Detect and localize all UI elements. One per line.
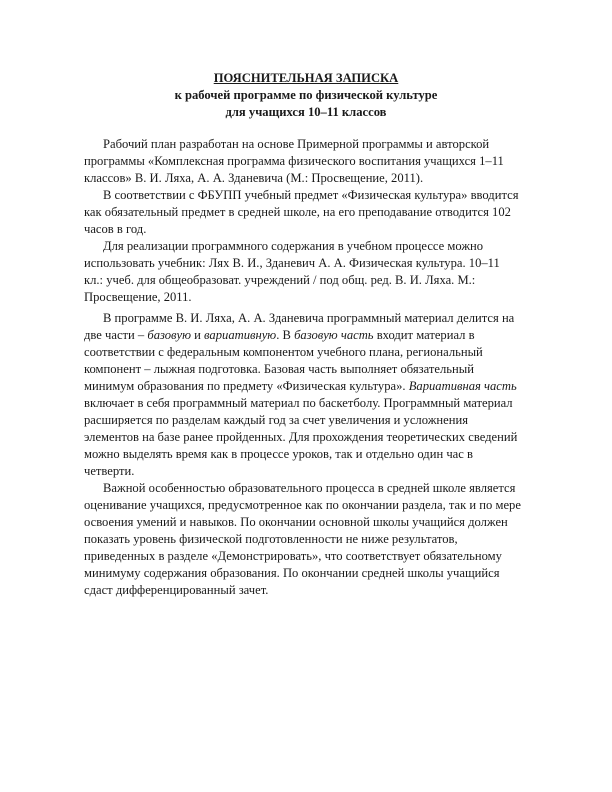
document-audience: для учащихся 10–11 классов bbox=[225, 105, 387, 119]
text-run: минимум образования по предмету «Физическая культура». bbox=[84, 379, 409, 393]
text-line: можно выделять время как в процессе уроков, так и отдельно один час в bbox=[84, 447, 473, 461]
text-line: соответствии с федеральным компонентом учебного плана, региональный bbox=[84, 345, 483, 359]
document-title: ПОЯСНИТЕЛЬНАЯ ЗАПИСКА bbox=[213, 71, 399, 85]
text-line: В программе В. И. Ляха, А. А. Зданевича программный материал делится на bbox=[103, 311, 515, 325]
text-line: Просвещение, 2011. bbox=[84, 290, 192, 304]
text-line: использовать учебник: Лях В. И., Зданевич А. А. Физическая культура. 10–11 bbox=[84, 256, 500, 270]
text-line bbox=[84, 327, 544, 344]
text-run: две части – bbox=[84, 328, 148, 342]
text-line: Рабочий план разработан на основе Примерной программы и авторской bbox=[103, 137, 490, 151]
document-heading bbox=[0, 70, 612, 121]
document-subtitle: к рабочей программе по физической культуре bbox=[174, 88, 438, 102]
emphasis-base: базовую bbox=[147, 328, 191, 342]
text-line: компонент – лыжная подготовка. Базовая часть выполняет обязательный bbox=[84, 362, 474, 376]
text-line bbox=[84, 378, 544, 395]
document-body bbox=[84, 136, 544, 599]
text-line: программы «Комплексная программа физического воспитания учащихся 1–11 bbox=[84, 154, 504, 168]
text-line: минимуму содержания образования. По окончании средней школы учащийся bbox=[84, 566, 500, 580]
text-line: расширяется по разделам каждый год за счет увеличения и усложнения bbox=[84, 413, 469, 427]
text-line: приведенных в разделе «Демонстрировать», что соответствует обязательному bbox=[84, 549, 502, 563]
paragraph-assessment bbox=[84, 480, 544, 599]
paragraph-program-parts bbox=[84, 310, 544, 480]
text-line: кл.: учеб. для общеобразоват. учреждений / под общ. ред. В. И. Ляха. М.: bbox=[84, 273, 476, 287]
text-run: и bbox=[191, 328, 205, 342]
text-line: показать уровень физической подготовленности не ниже результатов, bbox=[84, 532, 458, 546]
emphasis-variative: вариативную bbox=[204, 328, 277, 342]
text-line: четверти. bbox=[84, 464, 135, 478]
text-line: Для реализации программного содержания в учебном процессе можно bbox=[103, 239, 484, 253]
text-line: часов в год. bbox=[84, 222, 147, 236]
text-line: оценивание учащихся, предусмотренное как по окончании раздела, так и по мере bbox=[84, 498, 521, 512]
text-line: элементов на базе ранее пройденных. Для прохождения теоретических сведений bbox=[84, 430, 518, 444]
paragraph-textbook bbox=[84, 238, 544, 306]
emphasis-base-part: базовую часть bbox=[294, 328, 374, 342]
paragraph-basis bbox=[84, 136, 544, 187]
paragraph-hours bbox=[84, 187, 544, 238]
text-line: сдаст дифференцированный зачет. bbox=[84, 583, 269, 597]
emphasis-variative-part: Вариативная часть bbox=[408, 379, 517, 393]
text-run: . В bbox=[276, 328, 295, 342]
text-line: Важной особенностью образовательного процесса в средней школе является bbox=[103, 481, 516, 495]
text-line: включает в себя программный материал по баскетболу. Программный материал bbox=[84, 396, 513, 410]
text-line: классов» В. И. Ляха, А. А. Зданевича (М.: Просвещение, 2011). bbox=[84, 171, 424, 185]
text-run: входит материал в bbox=[373, 328, 475, 342]
text-line: В соответствии с ФБУПП учебный предмет «Физическая культура» вводится bbox=[103, 188, 519, 202]
text-line: как обязательный предмет в средней школе, на его преподавание отводится 102 bbox=[84, 205, 511, 219]
text-line: освоения умений и навыков. По окончании основной школы учащийся должен bbox=[84, 515, 508, 529]
